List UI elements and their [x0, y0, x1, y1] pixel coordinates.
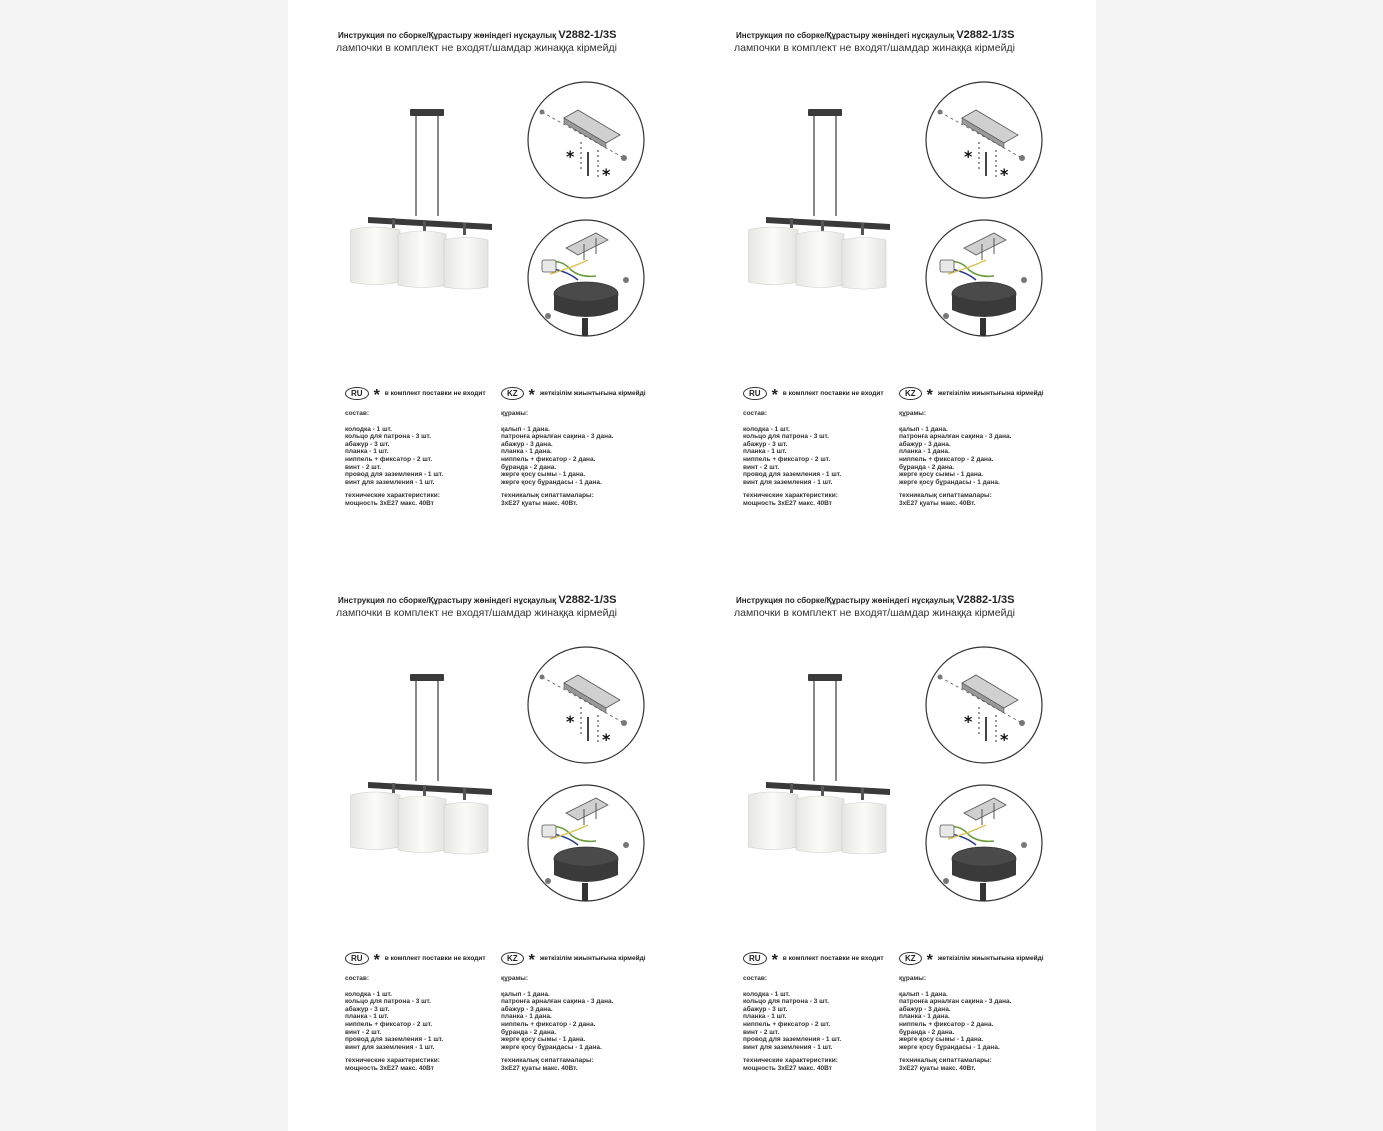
legend-note-ru: в комплект поставки не входит [384, 389, 486, 397]
document-title [338, 29, 616, 41]
parts-item: абажур - 3 шт. [345, 440, 390, 448]
bulbs-note: лампочки в комплект не входят/шамдар жинаққа кірмейді [734, 42, 1015, 54]
bulbs-note: лампочки в комплект не входят/шамдар жинаққа кірмейді [336, 607, 617, 619]
document-title [338, 594, 616, 606]
parts-item: қалып - 1 дана. [899, 990, 948, 998]
parts-list-kz [899, 410, 1011, 508]
parts-item: бұранда - 2 дана. [501, 1028, 557, 1036]
mounting-bracket-detail [526, 80, 646, 200]
parts-list-ru [743, 975, 841, 1073]
canopy-wiring-detail [526, 218, 646, 338]
title-prefix: Инструкция по сборке/Құрастыру жөніндегі нұсқаулық [338, 31, 559, 40]
model-number: V2882-1/3S [956, 594, 1015, 606]
document-title [736, 29, 1014, 41]
parts-item: винт для заземления - 1 шт. [345, 1043, 435, 1051]
asterisk-mark: * [373, 951, 380, 969]
parts-item: кольцо для патрона - 3 шт. [743, 433, 829, 441]
spec-value-ru: мощность 3хЕ27 макс. 40Вт [345, 1064, 434, 1072]
parts-heading-kz: құрамы: [501, 410, 528, 417]
spec-value-kz: 3хЕ27 қуаты макс. 40Вт. [899, 1064, 976, 1072]
parts-item: колодка - 1 шт. [743, 990, 790, 998]
parts-items-kz [899, 991, 1011, 1052]
parts-list-ru [345, 410, 443, 508]
parts-item: абажур - 3 дана. [899, 440, 951, 448]
parts-items-kz [501, 426, 613, 487]
asterisk-mark: * [528, 386, 535, 404]
parts-heading-ru: состав: [743, 975, 768, 982]
parts-item: винт - 2 шт. [345, 463, 382, 471]
canopy-wiring-detail [924, 218, 1044, 338]
parts-item: абажур - 3 дана. [501, 1005, 553, 1013]
parts-item: жерге қосу бұрандасы - 1 дана. [899, 1043, 1000, 1051]
parts-item: планка - 1 шт. [345, 448, 389, 456]
mounting-bracket-detail [924, 645, 1044, 765]
spec-value-ru: мощность 3хЕ27 макс. 40Вт [743, 1064, 832, 1072]
parts-items-kz [501, 991, 613, 1052]
spec-heading-kz: техникалық сипаттамалары: [501, 492, 594, 500]
asterisk-mark: * [528, 951, 535, 969]
asterisk-mark: * [926, 951, 933, 969]
parts-item: патронға арналған сақина - 3 дана. [501, 433, 614, 441]
parts-heading-kz: құрамы: [501, 975, 528, 982]
model-number: V2882-1/3S [558, 594, 617, 606]
not-included-mark: * [964, 712, 973, 731]
parts-item: колодка - 1 шт. [345, 990, 392, 998]
parts-item: абажур - 3 дана. [899, 1005, 951, 1013]
parts-item: ниппель + фиксатор - 2 шт. [345, 1020, 433, 1028]
parts-list-kz [501, 410, 613, 508]
parts-items-ru [345, 426, 443, 487]
asterisk-mark: * [373, 386, 380, 404]
language-badge-kz: KZ [899, 952, 922, 965]
legend-ru [345, 383, 486, 403]
parts-item: ниппель + фиксатор - 2 дана. [501, 1020, 596, 1028]
parts-item: ниппель + фиксатор - 2 шт. [345, 455, 433, 463]
parts-item: винт - 2 шт. [345, 1028, 382, 1036]
not-included-mark: * [566, 712, 575, 731]
canopy-wiring-detail [924, 783, 1044, 903]
parts-item: абажур - 3 шт. [743, 1005, 788, 1013]
parts-item: абажур - 3 дана. [501, 440, 553, 448]
parts-item: колодка - 1 шт. [345, 425, 392, 433]
parts-item: бұранда - 2 дана. [899, 1028, 955, 1036]
legend-ru [345, 948, 486, 968]
document-title [736, 594, 1014, 606]
bulbs-note: лампочки в комплект не входят/шамдар жинаққа кірмейді [336, 42, 617, 54]
parts-list-kz [899, 975, 1011, 1073]
parts-item: жерге қосу сымы - 1 дана. [501, 1036, 586, 1044]
not-included-mark: * [602, 730, 611, 749]
parts-item: ниппель + фиксатор - 2 шт. [743, 1020, 831, 1028]
parts-heading-ru: состав: [345, 410, 370, 417]
asterisk-mark: * [771, 951, 778, 969]
not-included-mark: * [602, 165, 611, 184]
parts-item: планка - 1 шт. [743, 1013, 787, 1021]
title-prefix: Инструкция по сборке/Құрастыру жөніндегі нұсқаулық [736, 31, 957, 40]
chandelier-illustration [350, 102, 510, 302]
parts-item: жерге қосу сымы - 1 дана. [899, 1036, 984, 1044]
spec-heading-ru: технические характеристики: [743, 492, 838, 500]
parts-item: колодка - 1 шт. [743, 425, 790, 433]
parts-item: бұранда - 2 дана. [501, 463, 557, 471]
parts-heading-kz: құрамы: [899, 410, 926, 417]
language-badge-ru: RU [345, 952, 369, 965]
title-prefix: Инструкция по сборке/Құрастыру жөніндегі нұсқаулық [736, 596, 957, 605]
language-badge-kz: KZ [501, 952, 524, 965]
legend-ru [743, 948, 884, 968]
spec-heading-ru: технические характеристики: [345, 1057, 440, 1065]
asterisk-mark: * [926, 386, 933, 404]
instruction-panel [288, 0, 688, 565]
language-badge-kz: KZ [899, 387, 922, 400]
parts-item: кольцо для патрона - 3 шт. [345, 998, 431, 1006]
parts-item: планка - 1 дана. [501, 448, 552, 456]
language-badge-ru: RU [743, 952, 767, 965]
parts-item: қалып - 1 дана. [501, 990, 550, 998]
chandelier-illustration [748, 102, 908, 302]
parts-heading-ru: состав: [345, 975, 370, 982]
parts-item: патронға арналған сақина - 3 дана. [899, 998, 1012, 1006]
spec-heading-kz: техникалық сипаттамалары: [501, 1057, 594, 1065]
parts-items-ru [743, 426, 841, 487]
parts-item: абажур - 3 шт. [743, 440, 788, 448]
spec-value-kz: 3хЕ27 қуаты макс. 40Вт. [501, 499, 578, 507]
parts-item: провод для заземления - 1 шт. [345, 1036, 444, 1044]
parts-item: провод для заземления - 1 шт. [345, 471, 444, 479]
parts-item: жерге қосу бұрандасы - 1 дана. [899, 478, 1000, 486]
parts-items-ru [345, 991, 443, 1052]
not-included-mark: * [566, 147, 575, 166]
legend-note-ru: в комплект поставки не входит [782, 954, 884, 962]
parts-item: провод для заземления - 1 шт. [743, 471, 842, 479]
parts-list-kz [501, 975, 613, 1073]
not-included-mark: * [1000, 730, 1009, 749]
model-number: V2882-1/3S [956, 29, 1015, 41]
parts-heading-kz: құрамы: [899, 975, 926, 982]
parts-item: винт - 2 шт. [743, 463, 780, 471]
spec-value-ru: мощность 3хЕ27 макс. 40Вт [743, 499, 832, 507]
parts-item: қалып - 1 дана. [501, 425, 550, 433]
parts-item: винт для заземления - 1 шт. [345, 478, 435, 486]
parts-item: планка - 1 дана. [501, 1013, 552, 1021]
parts-item: ниппель + фиксатор - 2 дана. [501, 455, 596, 463]
parts-item: планка - 1 шт. [743, 448, 787, 456]
spec-value-kz: 3хЕ27 қуаты макс. 40Вт. [501, 1064, 578, 1072]
parts-item: жерге қосу сымы - 1 дана. [899, 471, 984, 479]
parts-item: патронға арналған сақина - 3 дана. [501, 998, 614, 1006]
parts-item: кольцо для патрона - 3 шт. [743, 998, 829, 1006]
legend-kz [899, 383, 1044, 403]
spec-heading-kz: техникалық сипаттамалары: [899, 1057, 992, 1065]
asterisk-mark: * [771, 386, 778, 404]
parts-item: жерге қосу бұрандасы - 1 дана. [501, 1043, 602, 1051]
legend-note-kz: жеткізілім жиынтығына кірмейді [539, 389, 646, 397]
parts-item: винт для заземления - 1 шт. [743, 478, 833, 486]
spec-value-kz: 3хЕ27 қуаты макс. 40Вт. [899, 499, 976, 507]
legend-kz [899, 948, 1044, 968]
not-included-mark: * [1000, 165, 1009, 184]
parts-item: жерге қосу сымы - 1 дана. [501, 471, 586, 479]
legend-kz [501, 383, 646, 403]
bulbs-note: лампочки в комплект не входят/шамдар жинаққа кірмейді [734, 607, 1015, 619]
language-badge-ru: RU [345, 387, 369, 400]
parts-item: қалып - 1 дана. [899, 425, 948, 433]
parts-item: жерге қосу бұрандасы - 1 дана. [501, 478, 602, 486]
parts-item: планка - 1 шт. [345, 1013, 389, 1021]
chandelier-illustration [748, 667, 908, 867]
parts-item: планка - 1 дана. [899, 1013, 950, 1021]
parts-list-ru [743, 410, 841, 508]
spec-heading-ru: технические характеристики: [743, 1057, 838, 1065]
language-badge-ru: RU [743, 387, 767, 400]
parts-items-kz [899, 426, 1011, 487]
title-prefix: Инструкция по сборке/Құрастыру жөніндегі нұсқаулық [338, 596, 559, 605]
legend-note-kz: жеткізілім жиынтығына кірмейді [937, 389, 1044, 397]
chandelier-illustration [350, 667, 510, 867]
parts-item: абажур - 3 шт. [345, 1005, 390, 1013]
not-included-mark: * [964, 147, 973, 166]
parts-item: бұранда - 2 дана. [899, 463, 955, 471]
spec-heading-ru: технические характеристики: [345, 492, 440, 500]
parts-list-ru [345, 975, 443, 1073]
model-number: V2882-1/3S [558, 29, 617, 41]
spec-heading-kz: техникалық сипаттамалары: [899, 492, 992, 500]
legend-note-kz: жеткізілім жиынтығына кірмейді [937, 954, 1044, 962]
parts-items-ru [743, 991, 841, 1052]
parts-item: ниппель + фиксатор - 2 шт. [743, 455, 831, 463]
spec-value-ru: мощность 3хЕ27 макс. 40Вт [345, 499, 434, 507]
instruction-panel [686, 565, 1086, 1130]
legend-note-kz: жеткізілім жиынтығына кірмейді [539, 954, 646, 962]
canopy-wiring-detail [526, 783, 646, 903]
legend-ru [743, 383, 884, 403]
parts-item: ниппель + фиксатор - 2 дана. [899, 455, 994, 463]
instruction-sheet [288, 0, 1096, 1131]
legend-note-ru: в комплект поставки не входит [384, 954, 486, 962]
parts-item: патронға арналған сақина - 3 дана. [899, 433, 1012, 441]
parts-item: планка - 1 дана. [899, 448, 950, 456]
mounting-bracket-detail [924, 80, 1044, 200]
legend-kz [501, 948, 646, 968]
parts-item: винт для заземления - 1 шт. [743, 1043, 833, 1051]
parts-item: провод для заземления - 1 шт. [743, 1036, 842, 1044]
parts-item: винт - 2 шт. [743, 1028, 780, 1036]
instruction-panel [686, 0, 1086, 565]
parts-heading-ru: состав: [743, 410, 768, 417]
instruction-panel [288, 565, 688, 1130]
mounting-bracket-detail [526, 645, 646, 765]
parts-item: кольцо для патрона - 3 шт. [345, 433, 431, 441]
parts-item: ниппель + фиксатор - 2 дана. [899, 1020, 994, 1028]
legend-note-ru: в комплект поставки не входит [782, 389, 884, 397]
language-badge-kz: KZ [501, 387, 524, 400]
